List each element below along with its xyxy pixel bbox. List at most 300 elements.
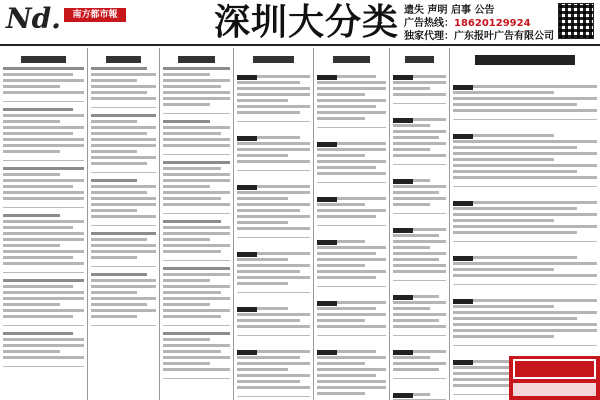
- listing-text-line: [393, 240, 446, 243]
- listing-text-line: [317, 246, 386, 249]
- listing-text-line: [163, 167, 221, 170]
- listing-block: [237, 238, 310, 293]
- column-3: [160, 48, 234, 400]
- column-5: [314, 48, 390, 400]
- listing-label: [317, 240, 337, 245]
- listing-heading: [405, 56, 434, 63]
- listing-text-line: [237, 356, 300, 359]
- listing-block: [453, 187, 597, 242]
- listing-block: [3, 161, 84, 208]
- listing-text-line: [163, 344, 230, 347]
- listing-text-line: [453, 146, 577, 149]
- listing-label: [393, 295, 413, 300]
- listing-text-line: [317, 148, 386, 151]
- listing-text-line: [91, 203, 156, 206]
- listing-text-line: [163, 244, 230, 247]
- listing-text-line: [91, 303, 147, 306]
- listing-block: [3, 51, 84, 102]
- listing-text-line: [393, 362, 446, 365]
- listing-text-line: [237, 276, 310, 279]
- listing-block: [237, 171, 310, 238]
- listing-block: [91, 173, 156, 226]
- listing-text-line: [237, 221, 288, 224]
- listing-text-line: [317, 209, 386, 212]
- listing-text-line: [453, 85, 597, 88]
- ad-line-3: 独家代理：广东报叶广告有限公司: [404, 31, 554, 42]
- listing-text-line: [163, 97, 230, 100]
- listing-text-line: [393, 130, 446, 133]
- listing-text-line: [393, 385, 446, 390]
- listing-text-line: [237, 368, 288, 371]
- listing-text-line: [237, 258, 288, 261]
- listing-text-line: [91, 285, 156, 288]
- listing-text-line: [163, 132, 221, 135]
- listing-block: [3, 273, 84, 326]
- listing-text-line: [3, 238, 84, 241]
- listing-text-line: [317, 319, 365, 322]
- promo-banner[interactable]: [509, 356, 600, 400]
- listing-text-line: [393, 313, 446, 316]
- listing-block: [317, 287, 386, 336]
- listing-text-line: [237, 105, 310, 108]
- listing-text-line: [317, 374, 376, 377]
- listing-text-line: [393, 264, 446, 267]
- listing-text-line: [3, 114, 84, 117]
- listing-text-line: [237, 342, 288, 347]
- listing-label: [317, 350, 337, 355]
- listing-block: [393, 104, 446, 165]
- listing-text-line: [237, 160, 310, 163]
- listing-text-line: [393, 246, 430, 249]
- listing-text-line: [3, 244, 60, 247]
- listing-block: [453, 285, 597, 346]
- listing-text-line: [3, 185, 73, 188]
- listing-text-line: [163, 85, 221, 88]
- listing-block: [3, 102, 84, 161]
- listing-text-line: [237, 380, 300, 383]
- listing-text-line: [317, 293, 365, 298]
- listing-text-line: [3, 144, 84, 147]
- listing-text-line: [3, 220, 84, 223]
- listing-block: [163, 114, 230, 155]
- listing-text-line: [91, 132, 147, 135]
- listing-text-line: [453, 193, 554, 198]
- listing-text-line: [163, 73, 210, 76]
- listing-text-line: [237, 154, 288, 157]
- listing-text-line: [317, 154, 365, 157]
- listing-block: [317, 226, 386, 287]
- listing-text-line: [393, 171, 446, 176]
- listing-text-line: [163, 220, 221, 223]
- listing-block: [393, 214, 446, 281]
- column-6: [390, 48, 450, 400]
- listing-text-line: [163, 368, 230, 371]
- listing-text-line: [453, 335, 554, 338]
- listing-text-line: [91, 85, 156, 88]
- listing-text-line: [393, 301, 446, 304]
- listing-text-line: [163, 120, 210, 123]
- listing-block: [163, 261, 230, 326]
- listing-text-line: [453, 268, 554, 271]
- listing-text-line: [3, 197, 84, 200]
- listing-text-line: [317, 252, 376, 255]
- listing-text-line: [237, 128, 310, 133]
- listing-block: [393, 336, 446, 379]
- listing-text-line: [393, 252, 446, 255]
- listing-text-line: [91, 179, 137, 182]
- listing-text-line: [3, 279, 84, 282]
- listing-text-line: [453, 91, 554, 94]
- listing-text-line: [453, 305, 554, 308]
- listing-text-line: [163, 91, 230, 94]
- listing-heading: [106, 56, 142, 63]
- listing-text-line: [393, 319, 439, 322]
- listing-text-line: [453, 207, 577, 210]
- listing-text-line: [91, 244, 156, 247]
- listing-text-line: [237, 177, 300, 182]
- listing-text-line: [237, 299, 310, 304]
- listing-text-line: [453, 311, 597, 314]
- page-title: 深圳大分类: [214, 2, 400, 43]
- listing-block: [91, 108, 156, 173]
- listing-block: [237, 51, 310, 122]
- listing-text-line: [237, 209, 300, 212]
- listing-text-line: [91, 97, 156, 100]
- listing-text-line: [3, 297, 84, 300]
- listing-block: [237, 122, 310, 171]
- listing-text-line: [163, 173, 230, 176]
- listing-text-line: [237, 191, 310, 194]
- listing-label: [237, 252, 257, 257]
- listing-text-line: [91, 297, 156, 300]
- listing-text-line: [317, 276, 376, 279]
- listing-text-line: [163, 103, 210, 106]
- listing-label: [393, 118, 413, 123]
- column-1: [0, 48, 88, 400]
- listing-text-line: [91, 215, 156, 218]
- listing-block: [393, 51, 446, 104]
- listing-text-line: [453, 164, 597, 167]
- listing-text-line: [3, 291, 84, 294]
- listing-text-line: [317, 99, 386, 102]
- listing-text-line: [317, 93, 365, 96]
- listing-text-line: [453, 201, 597, 204]
- listing-heading: [21, 56, 66, 63]
- listing-label: [453, 360, 473, 365]
- listing-text-line: [91, 315, 137, 318]
- listing-text-line: [393, 110, 446, 115]
- listing-text-line: [453, 299, 597, 302]
- listing-text-line: [91, 138, 156, 141]
- ad-contact-info: [404, 4, 554, 43]
- listing-text-line: [237, 374, 310, 377]
- listing-text-line: [163, 185, 210, 188]
- listing-text-line: [163, 303, 210, 306]
- listing-text-line: [163, 232, 230, 235]
- listing-text-line: [237, 215, 310, 218]
- listing-text-line: [453, 152, 597, 155]
- listing-text-line: [163, 332, 230, 335]
- listing-label: [237, 307, 257, 312]
- listing-text-line: [393, 191, 439, 194]
- ad-line-1: 遗失 声明 启事 公告: [404, 5, 495, 16]
- listing-text-line: [91, 279, 156, 282]
- listing-text-line: [91, 250, 156, 253]
- listing-text-line: [3, 256, 73, 259]
- listing-text-line: [317, 117, 365, 120]
- listing-label: [453, 299, 473, 304]
- listing-text-line: [91, 120, 137, 123]
- listing-text-line: [453, 317, 577, 320]
- listing-text-line: [163, 179, 230, 182]
- listing-heading: [178, 56, 215, 63]
- listing-text-line: [393, 342, 439, 347]
- listing-text-line: [237, 270, 300, 273]
- listing-text-line: [163, 285, 230, 288]
- listing-text-line: [3, 67, 84, 70]
- listing-text-line: [237, 197, 288, 200]
- listing-text-line: [317, 203, 365, 206]
- listing-text-line: [237, 325, 310, 328]
- listing-block: [317, 51, 386, 128]
- listing-block: [453, 120, 597, 187]
- listing-heading: [333, 56, 371, 63]
- listing-text-line: [3, 226, 73, 229]
- ad-line-2: 广告热线：18620129924: [404, 18, 531, 29]
- listing-block: [453, 71, 597, 120]
- listing-text-line: [3, 167, 84, 170]
- listing-text-line: [393, 197, 446, 200]
- listing-text-line: [163, 291, 221, 294]
- listing-text-line: [393, 67, 439, 72]
- listing-text-line: [91, 114, 156, 117]
- listing-text-line: [453, 109, 597, 112]
- column-4: [234, 48, 314, 400]
- listing-text-line: [393, 356, 430, 359]
- listing-text-line: [393, 124, 430, 127]
- listing-text-line: [3, 85, 60, 88]
- listing-text-line: [453, 248, 597, 253]
- listing-text-line: [163, 191, 230, 194]
- listing-text-line: [317, 67, 386, 72]
- column-2: [88, 48, 160, 400]
- listing-text-line: [91, 256, 137, 259]
- listing-text-line: [3, 214, 60, 217]
- listing-block: [91, 267, 156, 326]
- listing-text-line: [237, 386, 310, 389]
- listing-text-line: [163, 226, 230, 229]
- listing-block: [3, 208, 84, 273]
- listing-text-line: [453, 103, 577, 106]
- listing-text-line: [3, 179, 84, 182]
- listing-text-line: [91, 232, 156, 235]
- listing-text-line: [163, 126, 230, 129]
- listing-text-line: [91, 197, 156, 200]
- listing-text-line: [237, 362, 310, 365]
- listing-text-line: [3, 303, 60, 306]
- listing-block: [91, 51, 156, 108]
- listing-text-line: [91, 309, 156, 312]
- listing-text-line: [91, 91, 147, 94]
- listing-label: [317, 301, 337, 306]
- classified-grid: [0, 48, 600, 400]
- listing-text-line: [163, 338, 210, 341]
- listing-text-line: [317, 325, 386, 328]
- listing-text-line: [317, 105, 376, 108]
- listing-text-line: [393, 154, 446, 157]
- listing-text-line: [3, 108, 73, 111]
- listing-text-line: [163, 238, 210, 241]
- listing-block: [453, 242, 597, 285]
- listing-text-line: [317, 189, 386, 194]
- listing-text-line: [237, 111, 300, 114]
- listing-text-line: [453, 140, 597, 143]
- listing-text-line: [3, 350, 60, 353]
- listing-label: [453, 134, 473, 139]
- listing-text-line: [393, 136, 439, 139]
- listing-label: [393, 75, 413, 80]
- listing-text-line: [317, 386, 386, 389]
- listing-block: [237, 293, 310, 336]
- listing-text-line: [91, 209, 137, 212]
- listing-block: [393, 165, 446, 214]
- listing-text-line: [317, 160, 386, 163]
- listing-text-line: [317, 166, 376, 169]
- listing-text-line: [453, 231, 577, 234]
- listing-text-line: [237, 203, 310, 206]
- listing-text-line: [393, 148, 430, 151]
- listing-text-line: [163, 356, 230, 359]
- listing-text-line: [91, 67, 147, 70]
- listing-block: [163, 214, 230, 261]
- listing-text-line: [453, 97, 597, 100]
- listing-text-line: [453, 77, 597, 82]
- listing-text-line: [237, 264, 310, 267]
- listing-text-line: [453, 323, 597, 326]
- listing-text-line: [163, 67, 230, 70]
- listing-text-line: [3, 132, 73, 135]
- listing-text-line: [393, 287, 446, 292]
- listing-text-line: [3, 356, 84, 359]
- listing-text-line: [3, 332, 73, 335]
- listing-label: [393, 179, 413, 184]
- listing-label: [317, 142, 337, 147]
- listing-text-line: [3, 315, 73, 318]
- listing-text-line: [453, 219, 554, 222]
- listing-text-line: [453, 170, 577, 173]
- listing-text-line: [3, 250, 84, 253]
- listing-text-line: [163, 309, 230, 312]
- listing-text-line: [3, 309, 84, 312]
- listing-text-line: [163, 273, 230, 276]
- listing-text-line: [393, 220, 430, 225]
- listing-text-line: [393, 185, 446, 188]
- listing-text-line: [91, 238, 147, 241]
- listing-block: [163, 326, 230, 379]
- listing-text-line: [3, 338, 84, 341]
- ad-hotline-number: 18620129924: [454, 18, 531, 29]
- listing-label: [393, 393, 413, 398]
- listing-label: [237, 136, 257, 141]
- listing-text-line: [453, 225, 597, 228]
- listing-text-line: [3, 232, 84, 235]
- listing-text-line: [393, 142, 446, 145]
- listing-text-line: [3, 79, 84, 82]
- listing-text-line: [237, 148, 310, 151]
- listing-text-line: [163, 362, 210, 365]
- listing-label: [237, 75, 257, 80]
- qr-code-icon[interactable]: [558, 3, 594, 39]
- listing-text-line: [91, 185, 156, 188]
- listing-text-line: [163, 279, 210, 282]
- listing-block: [91, 226, 156, 267]
- listing-text-line: [453, 274, 597, 277]
- listing-text-line: [91, 273, 147, 276]
- listing-text-line: [317, 362, 365, 365]
- listing-text-line: [393, 325, 446, 328]
- listing-text-line: [393, 307, 430, 310]
- listing-block: [317, 183, 386, 226]
- listing-block: [163, 155, 230, 214]
- listing-text-line: [317, 380, 386, 383]
- listing-text-line: [317, 313, 386, 316]
- listing-text-line: [91, 79, 137, 82]
- listing-text-line: [393, 234, 439, 237]
- listing-text-line: [91, 150, 137, 153]
- listing-text-line: [3, 126, 84, 129]
- listing-text-line: [237, 313, 310, 316]
- listing-text-line: [393, 87, 430, 90]
- listing-text-line: [317, 392, 365, 395]
- listing-label: [453, 256, 473, 261]
- listing-text-line: [317, 81, 386, 84]
- listing-text-line: [91, 156, 156, 159]
- listing-text-line: [237, 99, 288, 102]
- listing-label: [237, 350, 257, 355]
- listing-text-line: [317, 134, 376, 139]
- listing-text-line: [317, 87, 386, 90]
- listing-text-line: [393, 270, 446, 273]
- listing-text-line: [453, 329, 597, 332]
- listing-block: [393, 379, 446, 400]
- listing-text-line: [3, 91, 84, 94]
- listing-text-line: [237, 282, 288, 285]
- listing-text-line: [317, 215, 376, 218]
- listing-text-line: [453, 158, 554, 161]
- listing-text-line: [237, 142, 310, 145]
- listing-text-line: [163, 161, 230, 164]
- listing-label: [317, 75, 337, 80]
- listing-text-line: [163, 79, 230, 82]
- listing-text-line: [237, 227, 310, 230]
- side-section-heading: [475, 55, 576, 65]
- listing-text-line: [393, 258, 439, 261]
- listing-text-line: [91, 126, 156, 129]
- listing-label: [453, 201, 473, 206]
- listing-text-line: [393, 81, 446, 84]
- listing-text-line: [453, 262, 597, 265]
- listing-text-line: [317, 172, 386, 175]
- listing-text-line: [91, 73, 156, 76]
- listing-text-line: [453, 291, 577, 296]
- listing-text-line: [237, 93, 310, 96]
- listing-label: [393, 228, 413, 233]
- listing-text-line: [393, 93, 446, 96]
- listing-text-line: [91, 144, 156, 147]
- listing-text-line: [163, 350, 221, 353]
- listing-heading: [253, 56, 293, 63]
- listing-text-line: [453, 176, 597, 179]
